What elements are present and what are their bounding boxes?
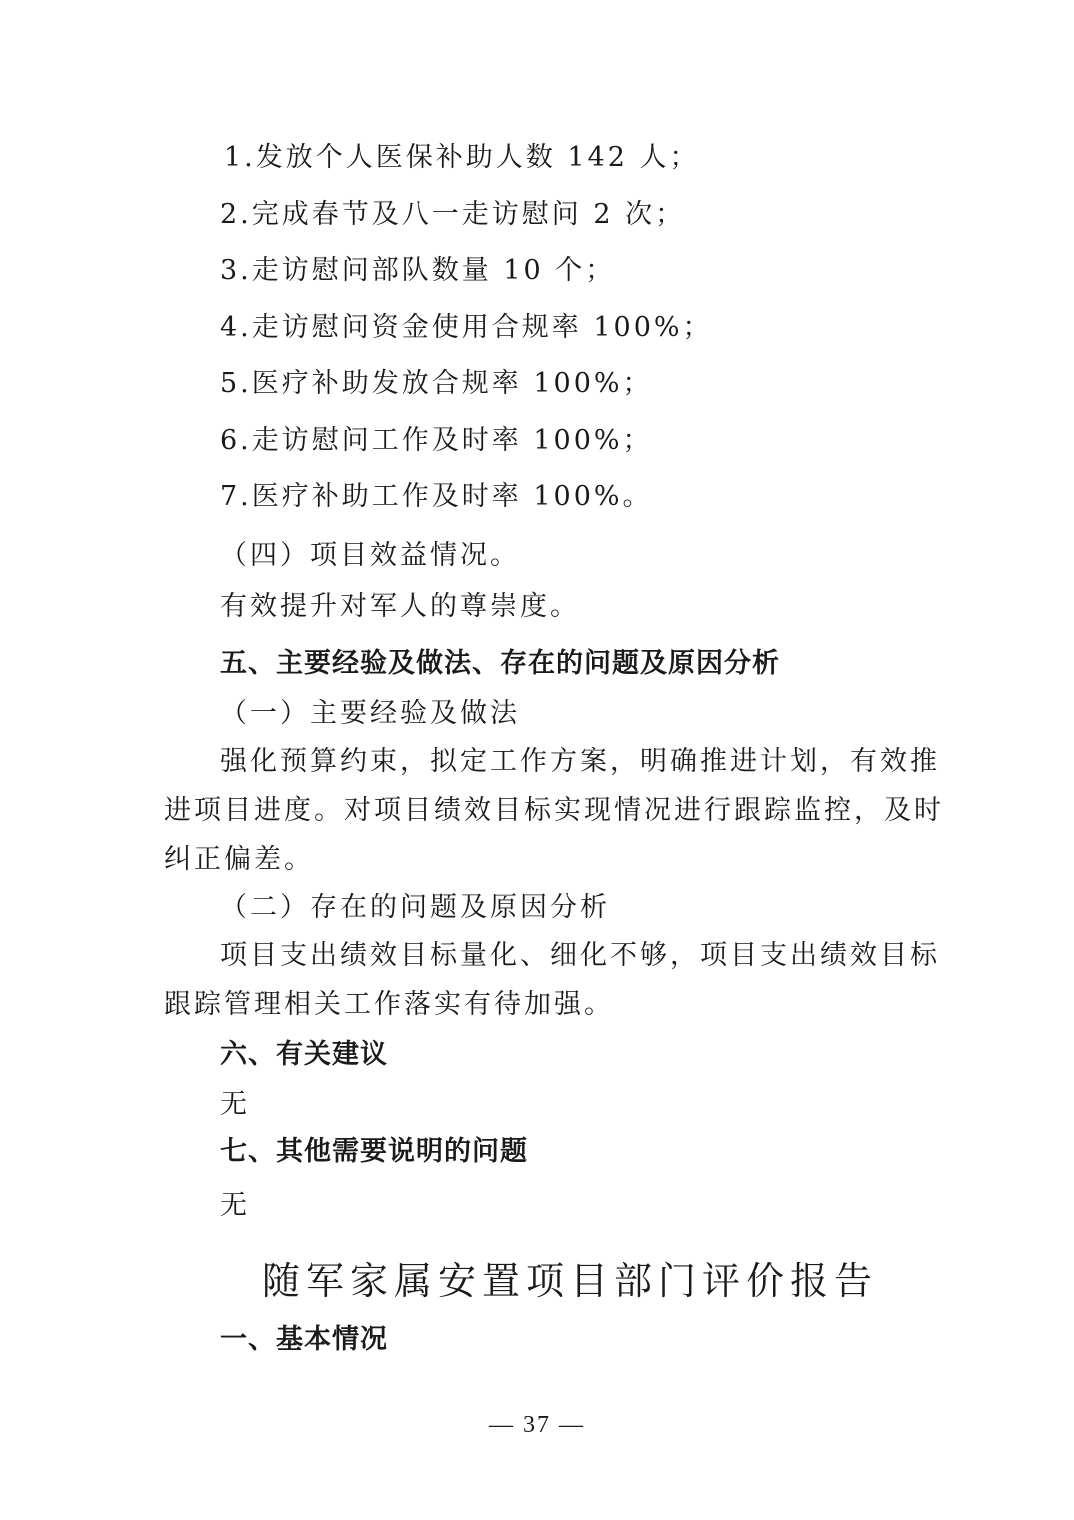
section-5-sub2-heading: （二）存在的问题及原因分析: [220, 892, 610, 923]
section-7-heading: 七、其他需要说明的问题: [220, 1136, 528, 1167]
section-6-heading: 六、有关建议: [220, 1039, 388, 1070]
indicator-item: 7.医疗补助工作及时率 100%。: [220, 481, 653, 512]
report-title: 随军家属安置项目部门评价报告: [262, 1259, 879, 1303]
indicator-item: 4.走访慰问资金使用合规率 100%；: [220, 312, 713, 343]
section-5-sub1-heading: （一）主要经验及做法: [220, 698, 520, 729]
paragraph-line: 纠正偏差。: [164, 844, 314, 875]
paragraph-line: 进项目进度。对项目绩效目标实现情况进行跟踪监控，及时: [164, 795, 944, 826]
benefit-text: 有效提升对军人的尊崇度。: [220, 591, 580, 622]
indicator-item: 1.发放个人医保补助人数 142 人；: [224, 142, 700, 173]
paragraph-line: 强化预算约束，拟定工作方案，明确推进计划，有效推: [220, 746, 940, 777]
indicator-item: 3.走访慰问部队数量 10 个；: [220, 255, 616, 286]
section-5-heading: 五、主要经验及做法、存在的问题及原因分析: [220, 648, 780, 679]
indicator-item: 2.完成春节及八一走访慰问 2 次；: [220, 199, 686, 230]
paragraph-line: 跟踪管理相关工作落实有待加强。: [164, 989, 614, 1020]
benefit-heading: （四）项目效益情况。: [220, 540, 520, 571]
indicator-item: 5.医疗补助发放合规率 100%；: [220, 368, 653, 399]
paragraph-line: 项目支出绩效目标量化、细化不够，项目支出绩效目标: [220, 940, 940, 971]
indicator-item: 6.走访慰问工作及时率 100%；: [220, 425, 653, 456]
section-6-text: 无: [220, 1089, 250, 1120]
section-1-heading: 一、基本情况: [220, 1324, 388, 1355]
section-7-text: 无: [220, 1190, 250, 1221]
page-number: — 37 —: [489, 1412, 585, 1438]
